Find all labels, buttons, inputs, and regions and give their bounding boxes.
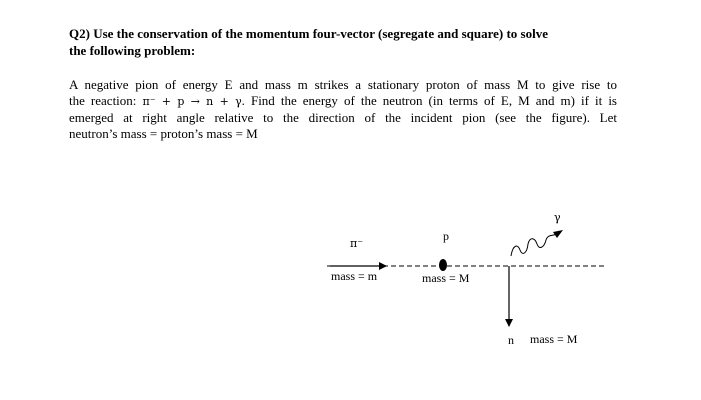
- problem-line-1: A negative pion of energy E and mass m strikes a stationary proton of mass M to give rise to: [69, 77, 617, 92]
- heading-line-1: Q2) Use the conservation of the momentum four-vector (segregate and square) to solve: [69, 26, 548, 41]
- proton-symbol: p: [443, 229, 449, 243]
- pion-symbol: π⁻: [350, 237, 364, 250]
- proton-dot: [439, 259, 447, 271]
- neutron-mass-label: mass = M: [530, 332, 578, 346]
- neutron-symbol: n: [508, 333, 514, 347]
- gamma-symbol: γ: [554, 211, 561, 224]
- proton-mass-label: mass = M: [422, 271, 470, 285]
- problem-line-2-after: . Find the energy of the neutron (in terms of E, M and m) if it is: [241, 93, 617, 108]
- problem-line-2-before: the reaction:: [69, 93, 143, 108]
- heading-line-2: the following problem:: [69, 43, 196, 58]
- problem-line-4: neutron’s mass = proton’s mass = M: [69, 126, 258, 141]
- reaction-equation: π⁻ + p → n + γ: [142, 95, 242, 108]
- problem-line-3: emerged at right angle relative to the direction of the incident pion (see the figure). Let: [69, 110, 617, 125]
- photon-arrowhead: [553, 230, 563, 238]
- photon-wavy-line: [511, 234, 557, 256]
- pion-mass-label: mass = m: [331, 269, 378, 283]
